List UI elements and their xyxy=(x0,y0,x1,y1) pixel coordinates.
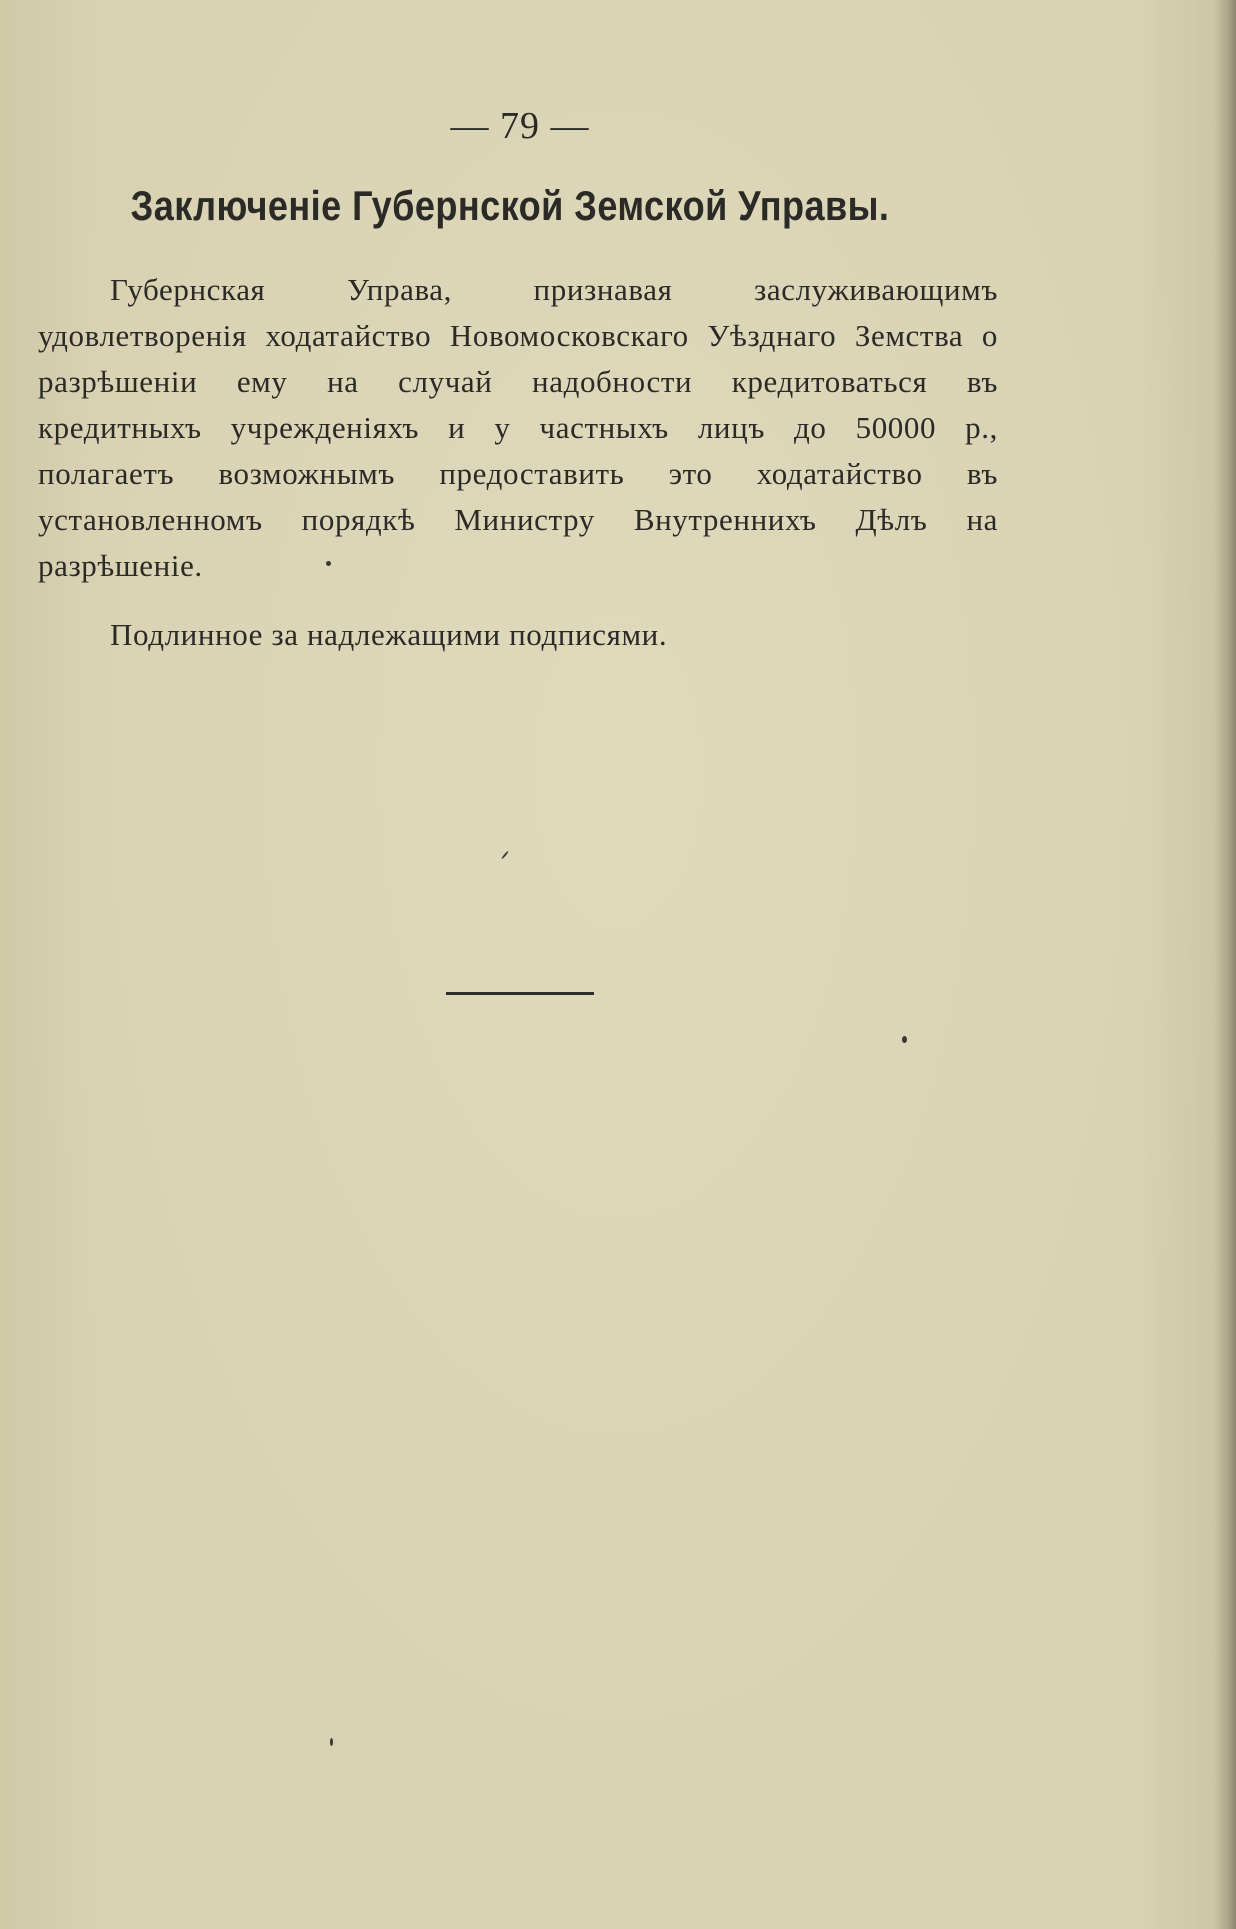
print-speck xyxy=(326,561,331,566)
signature-note: Подлинное за надлежащими подписями. xyxy=(110,617,668,652)
print-speck xyxy=(330,1738,333,1746)
print-speck xyxy=(501,851,509,860)
page-number: — 79 — xyxy=(450,105,590,147)
closing-rule xyxy=(446,992,594,995)
section-heading: Заключеніе Губернской Земской Управы. xyxy=(130,182,890,229)
body-paragraph: Губернская Управа, признавая заслуживающимъ удовлетворенія ходатайство Новомосковскаго Уѣзднаго Земства о разрѣшеніи ему на случай надобности кредитоваться въ кредитныхъ учрежденіяхъ и у частныхъ лицъ до 50000 р., полагаетъ возможнымъ предоставить это ходатайство въ установленномъ порядкѣ Министру Внутреннихъ Дѣлъ на разрѣшеніе. xyxy=(38,272,998,583)
page-edge-shadow xyxy=(1214,0,1236,1929)
print-speck xyxy=(902,1036,907,1043)
